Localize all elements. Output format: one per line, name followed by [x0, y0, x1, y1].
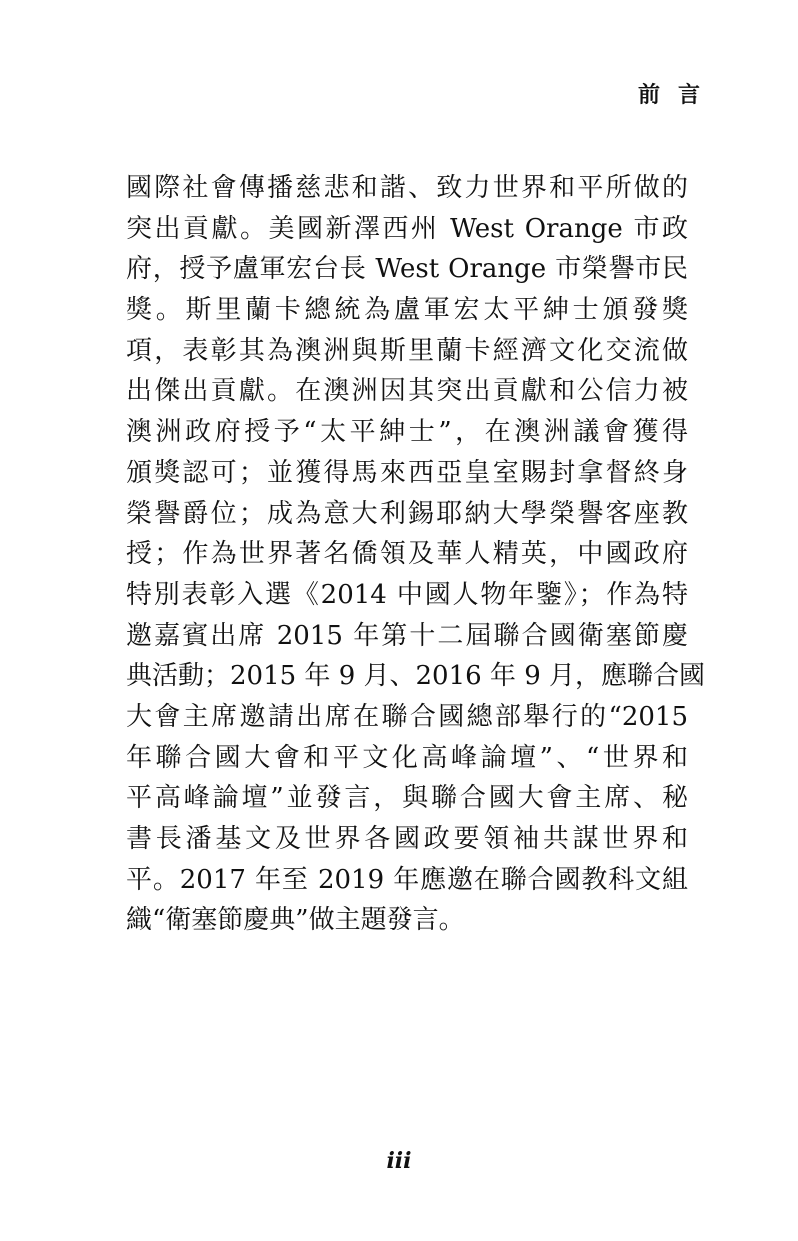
- text-line: 特別表彰入選《2014 中國人物年鑒》；作為特: [126, 579, 688, 610]
- text-line: 國際社會傳播慈悲和諧、致力世界和平所做的: [126, 173, 688, 203]
- text-line: 澳洲政府授予“太平紳士”，在澳洲議會獲得: [126, 417, 688, 448]
- body-text: [126, 168, 706, 941]
- text-line: 邀嘉賓出席 2015 年第十二屆聯合國衛塞節慶: [126, 620, 688, 651]
- page-number: iii: [386, 1148, 412, 1174]
- text-line: 府，授予盧軍宏台長 West Orange 市榮譽市民: [126, 254, 688, 285]
- text-line: 典活動；2015 年 9 月、2016 年 9 月，應聯合國: [126, 661, 706, 692]
- text-line: 榮譽爵位；成為意大利錫耶納大學榮譽客座教: [126, 498, 688, 529]
- text-line: 頒獎認可；並獲得馬來西亞皇室賜封拿督終身: [126, 457, 688, 488]
- text-line: 出傑出貢獻。在澳洲因其突出貢獻和公信力被: [126, 376, 688, 407]
- text-line: 織“衛塞節慶典”做主題發言。: [126, 905, 465, 936]
- text-line: 平高峰論壇”並發言，與聯合國大會主席、秘: [126, 783, 688, 814]
- text-line: 年聯合國大會和平文化高峰論壇”、“世界和: [126, 742, 688, 773]
- text-line: 書長潘基文及世界各國政要領袖共謀世界和: [126, 824, 688, 854]
- text-line: 獎。斯里蘭卡總統為盧軍宏太平紳士頒發獎: [126, 295, 688, 326]
- text-line: 項，表彰其為澳洲與斯里蘭卡經濟文化交流做: [126, 335, 688, 366]
- section-title: 前言: [637, 82, 718, 108]
- text-line: 突出貢獻。美國新澤西州 West Orange 市政: [126, 213, 688, 244]
- text-line: 大會主席邀請出席在聯合國總部舉行的“2015: [126, 701, 688, 732]
- text-line: 平。2017 年至 2019 年應邀在聯合國教科文組: [126, 864, 688, 895]
- text-line: 授；作為世界著名僑領及華人精英，中國政府: [126, 539, 688, 570]
